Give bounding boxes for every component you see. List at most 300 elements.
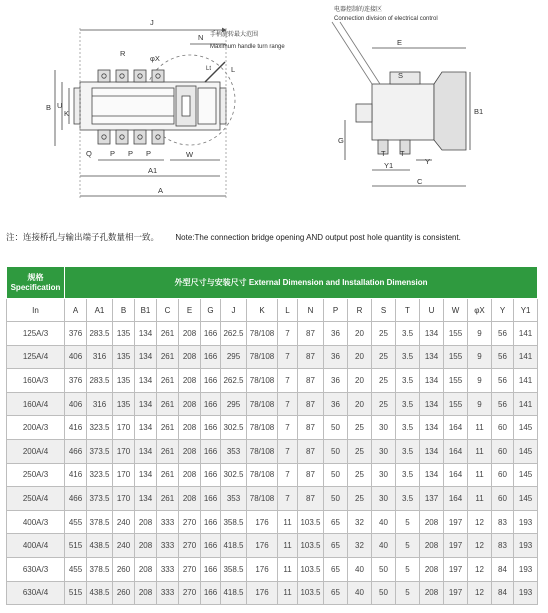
value-cell: 166 [201,510,221,534]
column-header: Y1 [514,299,538,322]
value-cell: 208 [420,510,444,534]
value-cell: 60 [492,487,514,511]
value-cell: 406 [65,392,87,416]
value-cell: 65 [324,581,348,605]
spec-cell: 400A/3 [7,510,65,534]
column-header: N [298,299,324,322]
value-cell: 9 [468,369,492,393]
value-cell: 283.5 [87,369,113,393]
value-cell: 103.5 [298,534,324,558]
dim-A1: A1 [148,166,158,175]
control-note-cn: 电器控制的连接区 [334,7,383,13]
value-cell: 56 [492,322,514,346]
value-cell: 295 [221,392,247,416]
value-cell: 50 [372,557,396,581]
value-cell: 166 [201,392,221,416]
value-cell: 3.5 [396,416,420,440]
value-cell: 261 [157,487,179,511]
table-body [7,322,538,605]
value-cell: 7 [278,416,298,440]
dim-C: C [417,177,423,186]
column-header: Y [492,299,514,322]
value-cell: 134 [135,369,157,393]
value-cell: 87 [298,345,324,369]
value-cell: 87 [298,369,324,393]
value-cell: 135 [113,345,135,369]
value-cell: 240 [113,510,135,534]
value-cell: 197 [444,510,468,534]
value-cell: 166 [201,439,221,463]
value-cell: 208 [179,439,201,463]
control-note-en: Connection division of electrical control [334,16,438,22]
value-cell: 3.5 [396,487,420,511]
value-cell: 134 [420,439,444,463]
dim-E: E [397,38,403,47]
column-header: K [247,299,278,322]
dim-S: S [398,71,404,80]
column-header: B1 [135,299,157,322]
value-cell: 164 [444,439,468,463]
value-cell: 134 [135,463,157,487]
value-cell: 9 [468,322,492,346]
value-cell: 84 [492,581,514,605]
value-cell: 353 [221,487,247,511]
value-cell: 20 [348,392,372,416]
value-cell: 208 [135,534,157,558]
value-cell: 36 [324,392,348,416]
table-row [7,439,538,463]
value-cell: 11 [278,534,298,558]
column-header: A [65,299,87,322]
column-header: R [348,299,372,322]
value-cell: 333 [157,557,179,581]
value-cell: 135 [113,392,135,416]
note-cn: 注：连接桥孔与输出端子孔数量相一致。 [6,232,160,242]
value-cell: 5 [396,534,420,558]
value-cell: 78/108 [247,487,278,511]
value-cell: 78/108 [247,463,278,487]
value-cell: 438.5 [87,534,113,558]
value-cell: 208 [135,510,157,534]
value-cell: 193 [514,534,538,558]
value-cell: 261 [157,392,179,416]
value-cell: 141 [514,369,538,393]
value-cell: 7 [278,463,298,487]
value-cell: 50 [372,581,396,605]
value-cell: 25 [372,392,396,416]
value-cell: 262.5 [221,322,247,346]
value-cell: 164 [444,416,468,440]
value-cell: 11 [468,416,492,440]
value-cell: 32 [348,534,372,558]
value-cell: 208 [135,581,157,605]
value-cell: 260 [113,557,135,581]
value-cell: 176 [247,510,278,534]
value-cell: 208 [179,487,201,511]
value-cell: 87 [298,416,324,440]
value-cell: 208 [179,416,201,440]
value-cell: 166 [201,557,221,581]
value-cell: 78/108 [247,416,278,440]
value-cell: 208 [420,534,444,558]
value-cell: 208 [179,392,201,416]
value-cell: 134 [420,322,444,346]
value-cell: 455 [65,557,87,581]
spec-cell: 250A/4 [7,487,65,511]
value-cell: 208 [420,557,444,581]
value-cell: 134 [135,345,157,369]
value-cell: 134 [420,392,444,416]
table-row [7,416,538,440]
value-cell: 20 [348,369,372,393]
spec-cell: 200A/4 [7,439,65,463]
value-cell: 50 [324,463,348,487]
value-cell: 270 [179,581,201,605]
value-cell: 145 [514,416,538,440]
column-header: B [113,299,135,322]
column-header: U [420,299,444,322]
value-cell: 373.5 [87,439,113,463]
value-cell: 141 [514,345,538,369]
value-cell: 166 [201,416,221,440]
value-cell: 36 [324,369,348,393]
value-cell: 60 [492,463,514,487]
value-cell: 87 [298,392,324,416]
value-cell: 83 [492,510,514,534]
value-cell: 135 [113,322,135,346]
value-cell: 438.5 [87,581,113,605]
value-cell: 56 [492,369,514,393]
value-cell: 103.5 [298,510,324,534]
spec-cell: 125A/4 [7,345,65,369]
spec-cell: 250A/3 [7,463,65,487]
column-header: S [372,299,396,322]
value-cell: 170 [113,463,135,487]
value-cell: 166 [201,487,221,511]
value-cell: 50 [324,416,348,440]
front-view [55,28,235,200]
value-cell: 3.5 [396,439,420,463]
value-cell: 333 [157,510,179,534]
value-cell: 164 [444,463,468,487]
column-header: φX [468,299,492,322]
value-cell: 141 [514,322,538,346]
value-cell: 193 [514,557,538,581]
spec-cell: 400A/4 [7,534,65,558]
value-cell: 376 [65,322,87,346]
value-cell: 60 [492,439,514,463]
spec-cell: 160A/4 [7,392,65,416]
value-cell: 30 [372,463,396,487]
dim-L: L [231,65,236,74]
value-cell: 56 [492,345,514,369]
value-cell: 25 [372,322,396,346]
value-cell: 7 [278,439,298,463]
value-cell: 87 [298,439,324,463]
spec-header-en: Specification [10,282,61,292]
value-cell: 208 [179,369,201,393]
value-cell: 176 [247,534,278,558]
dim-B1: B1 [474,107,484,116]
handle-note-cn: 手柄旋转最大范围 [210,32,259,38]
column-header: E [179,299,201,322]
value-cell: 134 [135,392,157,416]
value-cell: 170 [113,416,135,440]
value-cell: 7 [278,322,298,346]
spec-cell: 630A/4 [7,581,65,605]
dim-Y: Y [425,157,431,166]
value-cell: 145 [514,463,538,487]
value-cell: 7 [278,345,298,369]
value-cell: 376 [65,369,87,393]
dim-P3: P [146,149,152,158]
value-cell: 208 [135,557,157,581]
value-cell: 193 [514,510,538,534]
value-cell: 78/108 [247,369,278,393]
spec-header-cn: 规格 [27,272,44,282]
value-cell: 134 [420,345,444,369]
value-cell: 7 [278,369,298,393]
value-cell: 134 [420,416,444,440]
value-cell: 466 [65,439,87,463]
value-cell: 12 [468,510,492,534]
dim-G: G [338,136,344,145]
value-cell: 316 [87,392,113,416]
value-cell: 30 [372,439,396,463]
table-row [7,322,538,346]
value-cell: 261 [157,369,179,393]
value-cell: 261 [157,322,179,346]
value-cell: 5 [396,557,420,581]
dim-W: W [186,150,194,159]
column-header: J [221,299,247,322]
value-cell: 3.5 [396,322,420,346]
dim-Y1: Y1 [384,161,394,170]
value-cell: 25 [348,439,372,463]
value-cell: 164 [444,487,468,511]
value-cell: 353 [221,439,247,463]
column-header: In [7,299,65,322]
value-cell: 25 [372,369,396,393]
value-cell: 36 [324,345,348,369]
column-header: C [157,299,179,322]
value-cell: 155 [444,392,468,416]
value-cell: 20 [348,322,372,346]
value-cell: 134 [420,463,444,487]
value-cell: 240 [113,534,135,558]
value-cell: 3.5 [396,369,420,393]
value-cell: 197 [444,581,468,605]
value-cell: 135 [113,369,135,393]
value-cell: 134 [135,487,157,511]
value-cell: 155 [444,369,468,393]
value-cell: 25 [348,416,372,440]
dim-Lt: Lt [206,66,212,72]
value-cell: 56 [492,392,514,416]
value-cell: 25 [348,487,372,511]
value-cell: 20 [348,345,372,369]
value-cell: 137 [420,487,444,511]
value-cell: 3.5 [396,392,420,416]
value-cell: 40 [348,557,372,581]
value-cell: 166 [201,369,221,393]
value-cell: 87 [298,322,324,346]
value-cell: 25 [372,345,396,369]
value-cell: 36 [324,322,348,346]
value-cell: 166 [201,581,221,605]
value-cell: 5 [396,581,420,605]
value-cell: 11 [468,487,492,511]
value-cell: 12 [468,581,492,605]
column-header: L [278,299,298,322]
value-cell: 166 [201,322,221,346]
value-cell: 197 [444,534,468,558]
dimension-header: 外型尺寸与安装尺寸 External Dimension and Installation Dimension [65,267,538,299]
dim-N: N [198,33,204,42]
value-cell: 261 [157,416,179,440]
value-cell: 333 [157,534,179,558]
dim-Q: Q [86,149,92,158]
value-cell: 7 [278,487,298,511]
value-cell: 145 [514,439,538,463]
value-cell: 32 [348,510,372,534]
column-header-row [7,299,538,322]
value-cell: 83 [492,534,514,558]
spec-cell: 160A/3 [7,369,65,393]
table-row [7,487,538,511]
value-cell: 11 [278,510,298,534]
value-cell: 323.5 [87,463,113,487]
value-cell: 11 [278,557,298,581]
value-cell: 50 [324,439,348,463]
value-cell: 270 [179,510,201,534]
value-cell: 261 [157,439,179,463]
table-row [7,463,538,487]
value-cell: 323.5 [87,416,113,440]
value-cell: 316 [87,345,113,369]
note [6,231,461,243]
value-cell: 3.5 [396,345,420,369]
value-cell: 302.5 [221,463,247,487]
dim-T1: T [381,149,386,158]
value-cell: 515 [65,581,87,605]
value-cell: 406 [65,345,87,369]
value-cell: 166 [201,534,221,558]
value-cell: 176 [247,581,278,605]
value-cell: 261 [157,463,179,487]
value-cell: 78/108 [247,322,278,346]
column-header: G [201,299,221,322]
value-cell: 378.5 [87,510,113,534]
value-cell: 134 [135,322,157,346]
value-cell: 60 [492,416,514,440]
value-cell: 30 [372,487,396,511]
table-row [7,557,538,581]
value-cell: 40 [372,534,396,558]
value-cell: 208 [179,463,201,487]
value-cell: 270 [179,534,201,558]
value-cell: 11 [468,439,492,463]
value-cell: 5 [396,510,420,534]
value-cell: 11 [468,463,492,487]
value-cell: 145 [514,487,538,511]
column-header: P [324,299,348,322]
value-cell: 134 [135,416,157,440]
value-cell: 30 [372,416,396,440]
value-cell: 103.5 [298,581,324,605]
spec-cell: 630A/3 [7,557,65,581]
value-cell: 50 [324,487,348,511]
column-header: W [444,299,468,322]
note-en: Note:The connection bridge opening AND output post hole quantity is consistent. [175,233,461,242]
spec-cell: 200A/3 [7,416,65,440]
value-cell: 166 [201,345,221,369]
side-body [372,84,434,140]
value-cell: 84 [492,557,514,581]
value-cell: 208 [420,581,444,605]
value-cell: 166 [201,463,221,487]
table-row [7,345,538,369]
technical-drawing [0,0,548,210]
value-cell: 12 [468,557,492,581]
dim-K: K [64,109,70,118]
value-cell: 134 [135,439,157,463]
value-cell: 134 [420,369,444,393]
dim-J: J [150,18,154,27]
value-cell: 141 [514,392,538,416]
value-cell: 418.5 [221,534,247,558]
value-cell: 155 [444,322,468,346]
value-cell: 515 [65,534,87,558]
table-row [7,392,538,416]
value-cell: 261 [157,345,179,369]
value-cell: 9 [468,345,492,369]
value-cell: 208 [179,345,201,369]
value-cell: 170 [113,439,135,463]
dim-U: U [57,101,63,110]
dim-P2: P [128,149,134,158]
value-cell: 3.5 [396,463,420,487]
value-cell: 155 [444,345,468,369]
value-cell: 170 [113,487,135,511]
table-row [7,369,538,393]
value-cell: 65 [324,534,348,558]
value-cell: 416 [65,416,87,440]
value-cell: 283.5 [87,322,113,346]
value-cell: 418.5 [221,581,247,605]
value-cell: 466 [65,487,87,511]
spec-cell: 125A/3 [7,322,65,346]
table-row [7,534,538,558]
value-cell: 103.5 [298,557,324,581]
specification-table [6,266,538,605]
value-cell: 9 [468,392,492,416]
value-cell: 373.5 [87,487,113,511]
value-cell: 197 [444,557,468,581]
value-cell: 25 [348,463,372,487]
table-row [7,510,538,534]
value-cell: 378.5 [87,557,113,581]
value-cell: 11 [278,581,298,605]
column-header: T [396,299,420,322]
column-header: A1 [87,299,113,322]
dim-T2: T [400,149,405,158]
value-cell: 262.5 [221,369,247,393]
value-cell: 78/108 [247,439,278,463]
value-cell: 270 [179,557,201,581]
value-cell: 455 [65,510,87,534]
table-row [7,581,538,605]
